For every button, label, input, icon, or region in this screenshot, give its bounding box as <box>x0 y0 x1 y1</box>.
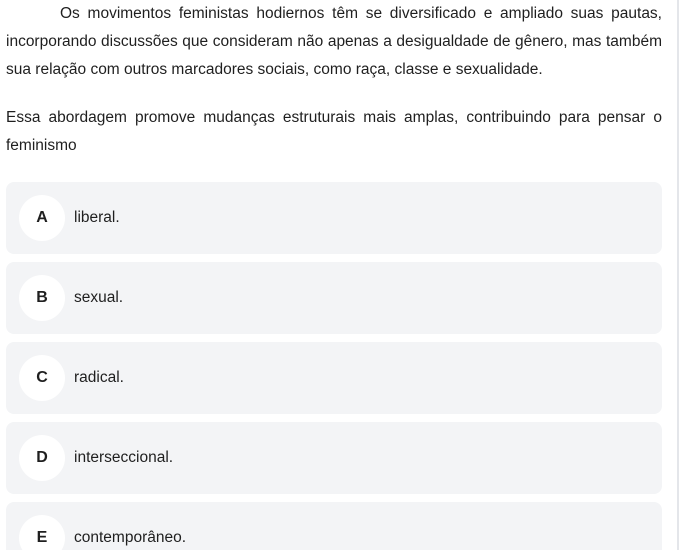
answer-options <box>6 182 662 550</box>
option-b[interactable] <box>6 262 662 334</box>
question-paragraph-2: Essa abordagem promove mudanças estruturais mais amplas, contribuindo para pensar o feminismo <box>6 109 662 154</box>
option-a[interactable] <box>6 182 662 254</box>
option-letter-badge: E <box>19 515 65 550</box>
option-letter-badge: A <box>19 195 65 241</box>
question-statement <box>6 0 662 160</box>
option-letter-badge: D <box>19 435 65 481</box>
option-e[interactable] <box>6 502 662 550</box>
option-letter-badge: C <box>19 355 65 401</box>
option-text: sexual. <box>74 289 124 306</box>
option-text: radical. <box>74 369 124 386</box>
question-paragraph-1: Os movimentos feministas hodiernos têm se diversificado e ampliado suas pautas, incorporando discussões que consideram não apenas a desigualdade de gênero, mas também sua relação com outros marcadores sociais, como raça, classe e sexualidade. <box>6 5 662 78</box>
option-text: contemporâneo. <box>74 529 187 546</box>
option-c[interactable] <box>6 342 662 414</box>
option-text: interseccional. <box>74 449 174 466</box>
option-d[interactable] <box>6 422 662 494</box>
option-text: liberal. <box>74 209 120 226</box>
option-letter-badge: B <box>19 275 65 321</box>
